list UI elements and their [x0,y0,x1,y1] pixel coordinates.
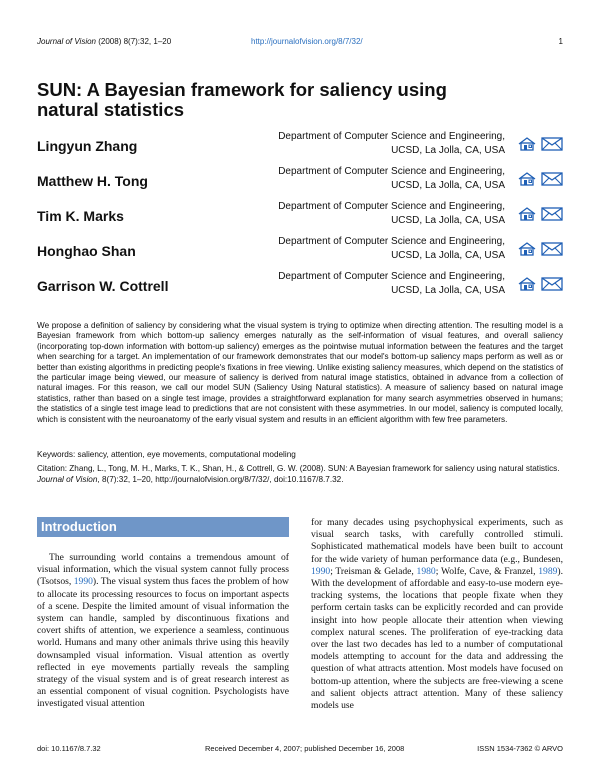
keywords: Keywords: saliency, attention, eye movements, computational modeling [37,450,296,459]
author-name: Garrison W. Cottrell [37,278,169,294]
citation: Citation: Zhang, L., Tong, M. H., Marks, T. K., Shan, H., & Cottrell, G. W. (2008). SUN: A Bayesian framework for saliency using natural statistics. Journal of Vision, 8(7):32, 1–20, http://journalofvision.org/8/7/32/, doi:10.1167/8.7.32. [37,464,560,484]
home-icon[interactable] [518,242,536,256]
journal-citation: Journal of Vision (2008) 8(7):32, 1–20 [37,37,172,46]
author-name: Tim K. Marks [37,208,124,224]
footer-dates: Received December 4, 2007; published December 16, 2008 [205,744,405,753]
journal-url-link[interactable]: http://journalofvision.org/8/7/32/ [251,37,363,46]
author-icons [518,172,564,186]
author-icons [518,277,564,291]
author-name: Matthew H. Tong [37,173,148,189]
author-name: Lingyun Zhang [37,138,138,154]
intro-right-column: for many decades using psychophysical experiments, such as visual search tasks, with carefully controlled stimuli. Sophisticated mathematical models have been built to account for the wide variety of human performance data (e.g., Bundesen, 1990; Treisman & Gelade, 1980; Wolfe, Cave, & Franzel, 1989). With the development of affordable and easy-to-use modern eye-tracking systems, the locations that people fixate when they perform certain tasks can be explicitly recorded and can provide insight into how people allocate their attention when viewing complex natural scenes. The proliferation of eye-tracking data over the last two decades has led to a number of computational models attempting to account for the data and addressing the question of what attracts attention. Most models have focused on bottom-up attention, where the subjects are free-viewing a scene and salient objects attract attention. Many of these saliency models use [311,517,563,712]
author-icons [518,242,564,256]
home-icon[interactable] [518,172,536,186]
home-icon[interactable] [518,207,536,221]
author-affiliation: Department of Computer Science and Engineering, UCSD, La Jolla, CA, USA [278,131,505,156]
author-row [37,235,564,265]
author-row [37,165,564,195]
reference-link[interactable]: 1989 [538,565,558,577]
footer-doi: doi: 10.1167/8.7.32 [37,744,101,753]
running-header [37,37,563,49]
author-icons [518,137,564,151]
author-affiliation: Department of Computer Science and Engineering, UCSD, La Jolla, CA, USA [278,271,505,296]
footer-issn: ISSN 1534-7362 © ARVO [477,744,563,753]
email-icon[interactable] [541,207,563,221]
home-icon[interactable] [518,277,536,291]
email-icon[interactable] [541,277,563,291]
reference-link[interactable]: 1980 [416,565,436,577]
email-icon[interactable] [541,172,563,186]
page-number: 1 [558,37,563,46]
author-row [37,130,564,160]
abstract: We propose a definition of saliency by considering what the visual system is trying to optimize when directing attention. The resulting model is a Bayesian framework from which bottom-up saliency emerges naturally as the self-information of visual features, and overall saliency (incorporating top-down information with bottom-up saliency) emerges as the pointwise mutual information between the features and the target when searching for a target. An implementation of our framework demonstrates that our model's bottom-up saliency maps perform as well as or better than existing algorithms in predicting people's fixations in free viewing. Unlike existing saliency measures, which depend on the statistics of the particular image being viewed, our measure of saliency is derived from natural image statistics, obtained in advance from a collection of natural images. For this reason, we call our model SUN (Saliency Using Natural statistics). A measure of saliency based on natural image statistics, rather than based on a single test image, provides a straightforward explanation for many search asymmetries observed in humans; the statistics of a single test image lead to predictions that are not consistent with these asymmetries. In our model, saliency is computed locally, which is consistent with the neuroanatomy of the early visual system and results in an efficient algorithm with few free parameters. [37,321,563,424]
intro-left-column: The surrounding world contains a tremendous amount of visual information, which the visual system cannot fully process (Tsotsos, 1990). The visual system thus faces the problem of how to allocate its processing resources to focus on important aspects of a scene. Despite the limited amount of visual information the system can handle, sampled by discontinuous fixations and covert shifts of attention, we experience a seamless, continuous world. Humans and many other animals thrive using this heavily downsampled visual information. Visual attention as overtly reflected in eye movements partially reveals the sampling strategy of the visual system and is of great research interest as an essential component of visual cognition. Psychologists have investigated visual attention [37,552,289,710]
author-row [37,270,564,300]
reference-link[interactable]: 1990 [73,576,93,588]
reference-link[interactable]: 1990 [311,565,331,577]
author-affiliation: Department of Computer Science and Engineering, UCSD, La Jolla, CA, USA [278,201,505,226]
email-icon[interactable] [541,137,563,151]
home-icon[interactable] [518,137,536,151]
author-affiliation: Department of Computer Science and Engineering, UCSD, La Jolla, CA, USA [278,166,505,191]
author-affiliation: Department of Computer Science and Engineering, UCSD, La Jolla, CA, USA [278,236,505,261]
email-icon[interactable] [541,242,563,256]
paper-title: SUN: A Bayesian framework for saliency using natural statistics [37,79,447,120]
author-row [37,200,564,230]
section-header-introduction [37,517,289,537]
section-title: Introduction [41,519,117,534]
author-name: Honghao Shan [37,243,136,259]
page-footer [37,744,563,756]
author-icons [518,207,564,221]
